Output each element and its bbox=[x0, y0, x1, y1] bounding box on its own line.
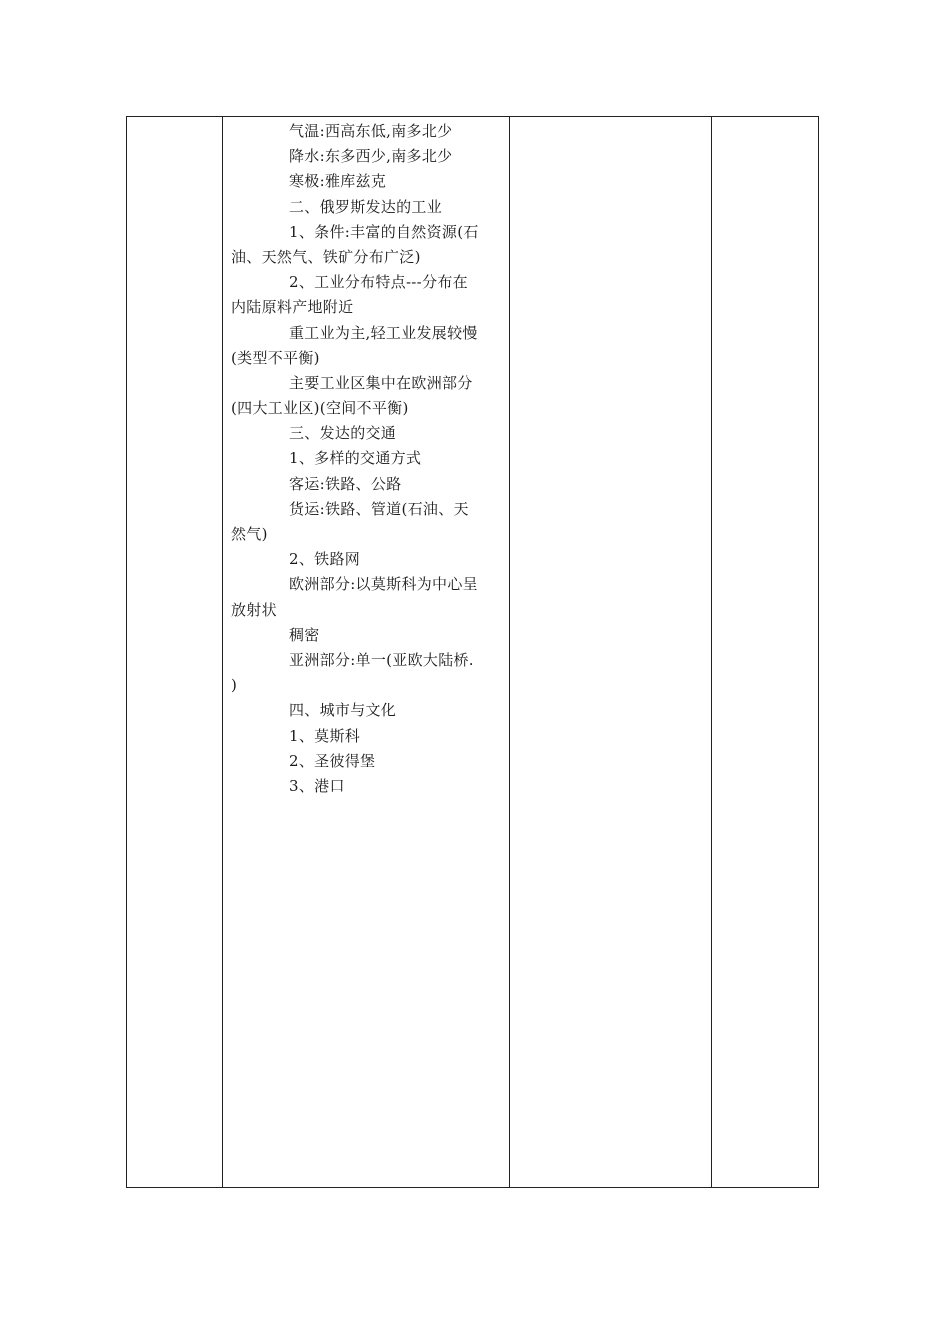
text-line: 气温:西高东低,南多北少 bbox=[289, 122, 453, 140]
lesson-content-cell bbox=[231, 119, 503, 799]
text-line: 降水:东多西少,南多北少 bbox=[289, 147, 453, 166]
text-line: 客运:铁路、公路 bbox=[289, 474, 402, 493]
text-line: 内陆原料产地附近 bbox=[231, 298, 354, 317]
text-line: 2、工业分布特点---分布在 bbox=[289, 273, 468, 292]
section-heading: 二、俄罗斯发达的工业 bbox=[289, 197, 443, 216]
text-line: 2、铁路网 bbox=[289, 550, 361, 569]
text-line: 2、圣彼得堡 bbox=[289, 751, 376, 770]
text-line: 欧洲部分:以莫斯科为中心呈 bbox=[289, 575, 478, 594]
table-column-divider bbox=[509, 117, 510, 1187]
lesson-table bbox=[126, 116, 819, 1188]
text-line: 寒极:雅库兹克 bbox=[289, 172, 387, 191]
text-line: 重工业为主,轻工业发展较慢 bbox=[289, 323, 478, 342]
text-line: (四大工业区)(空间不平衡) bbox=[231, 399, 409, 418]
text-line: 1、莫斯科 bbox=[289, 726, 361, 745]
text-line: 1、条件:丰富的自然资源(石 bbox=[289, 222, 479, 241]
table-column-divider bbox=[711, 117, 712, 1187]
section-heading: 三、发达的交通 bbox=[289, 424, 397, 443]
text-line: 稠密 bbox=[289, 625, 320, 644]
table-column-divider bbox=[222, 117, 223, 1187]
text-line: 亚洲部分:单一(亚欧大陆桥. bbox=[289, 650, 474, 669]
text-line: (类型不平衡) bbox=[231, 348, 320, 367]
text-line: 货运:铁路、管道(石油、天 bbox=[289, 499, 469, 518]
text-line: 1、多样的交通方式 bbox=[289, 449, 422, 468]
text-line: 3、港口 bbox=[289, 776, 345, 795]
text-line: 主要工业区集中在欧洲部分 bbox=[289, 373, 473, 392]
text-line: 然气) bbox=[231, 525, 268, 543]
text-line: 放射状 bbox=[231, 600, 277, 619]
text-line: 油、天然气、铁矿分布广泛) bbox=[231, 247, 421, 266]
section-heading: 四、城市与文化 bbox=[289, 701, 397, 720]
text-line: ) bbox=[231, 676, 238, 695]
